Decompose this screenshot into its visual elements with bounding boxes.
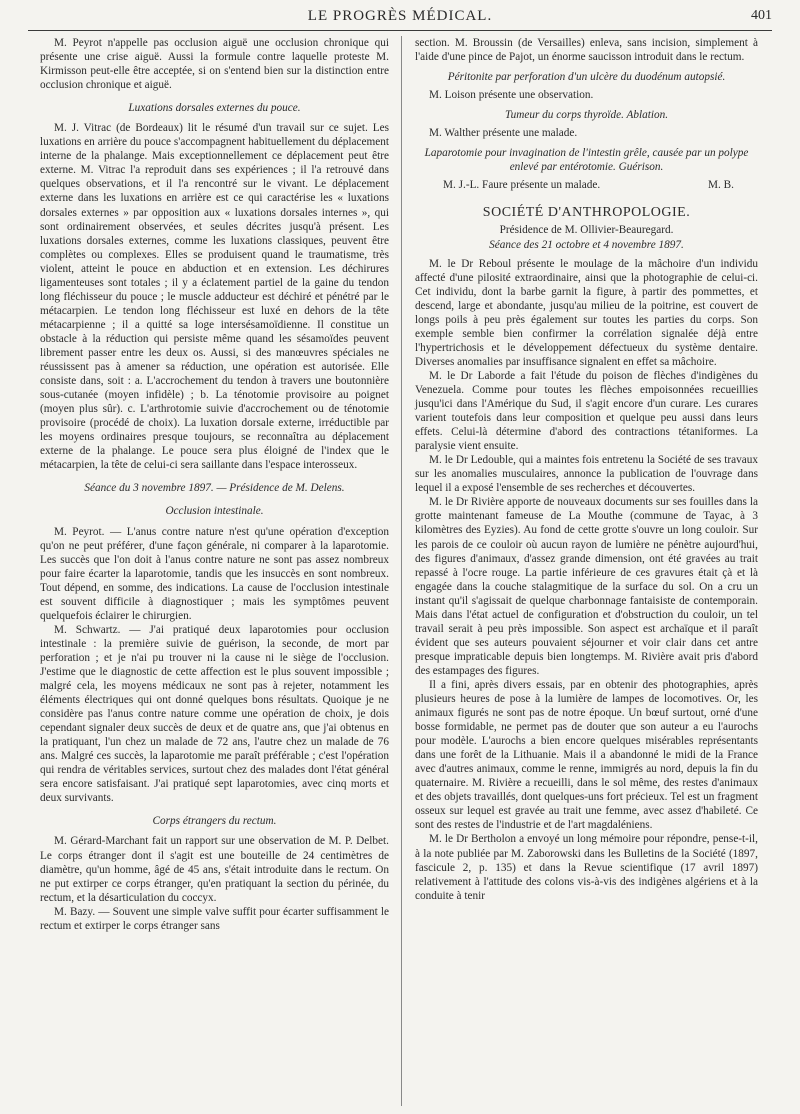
- paragraph: M. le Dr Ledouble, qui a maintes fois entretenu la Société de ses travaux sur les anomalies musculaires, annonce la publication de l'ouvrage dans lequel il a exposé l'ensemble de ses recherches et découvertes.: [415, 454, 758, 495]
- paragraph: M. Loison présente une observation.: [429, 89, 594, 102]
- paragraph: M. Walther présente une malade.: [429, 127, 578, 140]
- column-divider: [401, 36, 402, 1106]
- page-number: 401: [751, 8, 772, 23]
- section-heading: Luxations dorsales externes du pouce.: [128, 102, 301, 115]
- signed-line: [415, 178, 758, 192]
- running-title: LE PROGRÈS MÉDICAL.: [307, 8, 493, 24]
- section-heading: Occlusion intestinale.: [165, 505, 264, 518]
- header-rule: [28, 30, 772, 31]
- section-heading: Tumeur du corps thyroïde. Ablation.: [504, 109, 669, 122]
- right-column: [415, 36, 758, 903]
- paragraph: M. Peyrot. — L'anus contre nature n'est qu'une opération d'exception qu'on ne peut préférer, d'une façon générale, ni comparer à la laparotomie. Les succès que l'on doit à l'anus contre nature ne sont pas assez nombreux pour faire écarter la laparotomie, tandis que les insuccès en sont nombreux. Tout dépend, en somme, des indications. La cause de l'occlusion intestinale est souvent difficile à diagnostiquer ; mais les symptômes peuvent quelquefois éclairer le chirurgien.: [40, 525, 389, 622]
- left-column: [40, 36, 389, 933]
- paragraph: M. le Dr Rivière apporte de nouveaux documents sur ses fouilles dans la grotte maintenant fameuse de La Mouthe (commune de Tayac, à 3 kilomètres des Eyzies). Au fond de cette grotte s'ouvre un long couloir. Sur les parois de ce couloir où aucun rayon de lumière ne pénètre aujourd'hui, des figures d'animaux, d'assez grande dimension, ont été gravées au trait repassé à l'ocre rouge. La partie inférieure de ces gravures était çà et là engagée dans la couche stalagmitique de la surface du sol. On a cru un instant qu'il s'agissait de quelque charbonnage fantaisiste de contemporain. Mais dans l'état actuel de configuration et d'obstruction du couloir, un tel travail serait à peu près impossible. Son aspect est archaïque et il paraît évident que ses auteurs pouvaient séjourner et voir clair dans cet antre presque impraticable depuis bien longtemps. M. Rivière avait pris d'abord des estampages des figures.: [415, 496, 758, 677]
- page-header: [28, 8, 772, 28]
- paragraph: M. Bazy. — Souvent une simple valve suffit pour écarter suffisamment le rectum et extirper le corps étranger sans: [40, 905, 389, 932]
- paragraph: M. Gérard-Marchant fait un rapport sur une observation de M. P. Delbet. Le corps étranger dont il s'agit est une bouteille de 24 centimètres de diamètre, qu'un homme, âgé de 45 ans, s'était introduite dans le rectum. On ne put extirper ce corps étranger, qu'en pratiquant la section du périnée, du rectum, et la désarticulation du coccyx.: [40, 835, 389, 904]
- paragraph: M. le Dr Laborde a fait l'étude du poison de flèches d'indigènes du Venezuela. Comme pour toutes les flèches empoisonnées recueillies jusqu'ici dans l'Amérique du Sud, il s'agit encore d'un curare. Les curares varient toutefois dans leur composition et quelque peu aussi dans leurs effets. Celui-là détermine d'abord des contractions tétaniformes. La paralysie vient ensuite.: [415, 369, 758, 453]
- paragraph: Il a fini, après divers essais, par en obtenir des photographies, après plusieurs heures de pose à la lumière de lampes de locomotives. Or, les animaux figurés ne sont pas de notre époque. Un bœuf surtout, orné d'une bosse formidable, ne permet pas de douter que son auteur a eu l'aurochs pour modèle. L'aurochs a bien encore quelques misérables représentants dans une forêt de la Lithuanie. Mais il a abandonné le midi de la France avec d'autres animaux, comme le renne, immigrés au nord, depuis la fin du quaternaire. M. Rivière a recueilli, dans le sol même, des restes d'animaux et des objets travaillés, dont quelques-uns fort précieux. Tel est un fragment osseux sur lequel est gravée au trait une femme, avec assez d'habileté. Ce sont des restes de l'industrie et de l'art magdaléniens.: [415, 678, 758, 832]
- section-heading: Séance du 3 novembre 1897. — Présidence de M. Delens.: [84, 482, 345, 495]
- presidency-line: Présidence de M. Ollivier-Beauregard.: [499, 224, 674, 237]
- section-heading: Laparotomie pour invagination de l'intestin grêle, causée par un polype enlevé par entérotomie. Guérison.: [424, 147, 749, 174]
- paragraph: M. Peyrot n'appelle pas occlusion aiguë une occlusion chronique qui présente une crise aiguë. Aussi la formule contre laquelle proteste M. Kirmisson peut-elle être acceptée, si on s'entend bien sur la distinction entre occlusion chronique et aiguë.: [40, 37, 389, 92]
- paragraph: M. le Dr Bertholon a envoyé un long mémoire pour répondre, pense-t-il, à la note publiée par M. Zaborowski dans les Bulletins de la Société (1897, fascicule 2, p. 135) et dans la Revue scientifique (17 avril 1897) relativement à l'attitude des colons vis-à-vis des indigènes algériens et à la conduite à tenir: [415, 833, 758, 902]
- seance-dates: Séance des 21 octobre et 4 novembre 1897.: [489, 238, 684, 251]
- signature: M. B.: [708, 179, 734, 192]
- paragraph: M. J. Vitrac (de Bordeaux) lit le résumé d'un travail sur ce sujet. Les luxations en arrière du pouce s'accompagnent habituellement du déplacement interne de la phalange. Mais exceptionnellement ce déplacement peut être externe. M. Vitrac l'a reproduit dans ses expériences ; il l'a retrouvé dans quelques observations, et il l'a rencontré sur le vivant. Le déplacement externe dans les luxations en arrière est ce qui caractérise les « luxations dorsales externes » par opposition aux « luxations dorsales internes », qui sont ordinairement observées, et seules décrites jusqu'à présent. Les luxations dorsales externes, comme les luxations classiques, peuvent être complètes ou complexes. Elles se produisent quand le traumatisme, très violent, atteint le pouce en abduction et en extension. Les déchirures ligamenteuses sont totales ; il y a éclatement partiel de la gaine du tendon long fléchisseur du pouce ; le muscle adducteur est déchiré et pénétré par le métacarpien. Le tendon long fléchisseur est luxé en dehors de la tête métacarpienne ; il a quitté sa loge intersésamoïdienne. Il constitue un obstacle à la réduction qui persiste même quand les sésamoïdes peuvent librement passer entre les deux os. Aussi, si des manœuvres spéciales ne réussissent pas à amener sa réduction, une opération est autorisée. Elle consiste dans, soit : a. L'accrochement du tendon à travers une boutonnière sous-cutanée (moyen infidèle) ; b. La ténotomie provisoire au poignet (moyen plus sûr). c. L'arthrotomie suivie d'accrochement ou de ténotomie provisoire (procédé de choix). La luxation dorsale externe, irréductible par les moyens ordinaires presque toujours, se reconnaîtra au déplacement externe de la phalange. Le pouce sera plus éloigné de l'index que le métacarpien, la tête de celui-ci sera saillante dans l'espace interosseux.: [40, 122, 389, 472]
- section-heading: Corps étrangers du rectum.: [152, 815, 277, 828]
- paragraph: M. Schwartz. — J'ai pratiqué deux laparotomies pour occlusion intestinale : la première suivie de guérison, la seconde, de mort par perforation ; et je n'ai pu trouver ni la cause ni le siège de l'occlusion. J'estime que le diagnostic de cette affection est le plus souvent impossible ; malgré cela, les moyens médicaux ne sont pas à rejeter, notamment les éléments électriques qui ont donné quelques bons résultats. Quoique je ne considère pas l'anus contre nature comme une opération de choix, je dois cependant signaler deux succès de deux et de quatre ans, que j'ai obtenus en la pratiquant, l'un chez un malade de 72 ans, l'autre chez un malade de 76 ans. Malgré ces succès, la laparotomie me paraît préférable ; c'est l'opération qui rendra de véritables services, surtout chez des malades dont l'état général sera encore satisfaisant. J'ai pratiqué sept laparotomies, avec cinq morts et deux survivants.: [40, 623, 389, 805]
- section-heading: Péritonite par perforation d'un ulcère du duodénum autopsié.: [447, 71, 726, 84]
- society-heading: SOCIÉTÉ D'ANTHROPOLOGIE.: [482, 205, 691, 221]
- paragraph: section. M. Broussin (de Versailles) enleva, sans incision, simplement à l'aide d'une pince de Pajot, un énorme saucisson introduit dans le rectum.: [415, 37, 758, 64]
- paragraph: M. J.-L. Faure présente un malade.: [443, 179, 601, 192]
- paragraph: M. le Dr Reboul présente le moulage de la mâchoire d'un individu affecté d'une pilosité extraordinaire, ainsi que la photographie de celui-ci. Cet individu, dont la barbe garnit la figure, à partir des pommettes, et descend, large et abondante, jusqu'au milieu de la poitrine, est couvert de longs poils à peu près également sur toutes les parties du corps. Son exemple semble bien confirmer la corrélation signalée déjà entre l'hypertrichosis et le développement défectueux du système dentaire. Diverses anomalies par insuffisance signalent en effet sa mâchoire.: [415, 257, 758, 368]
